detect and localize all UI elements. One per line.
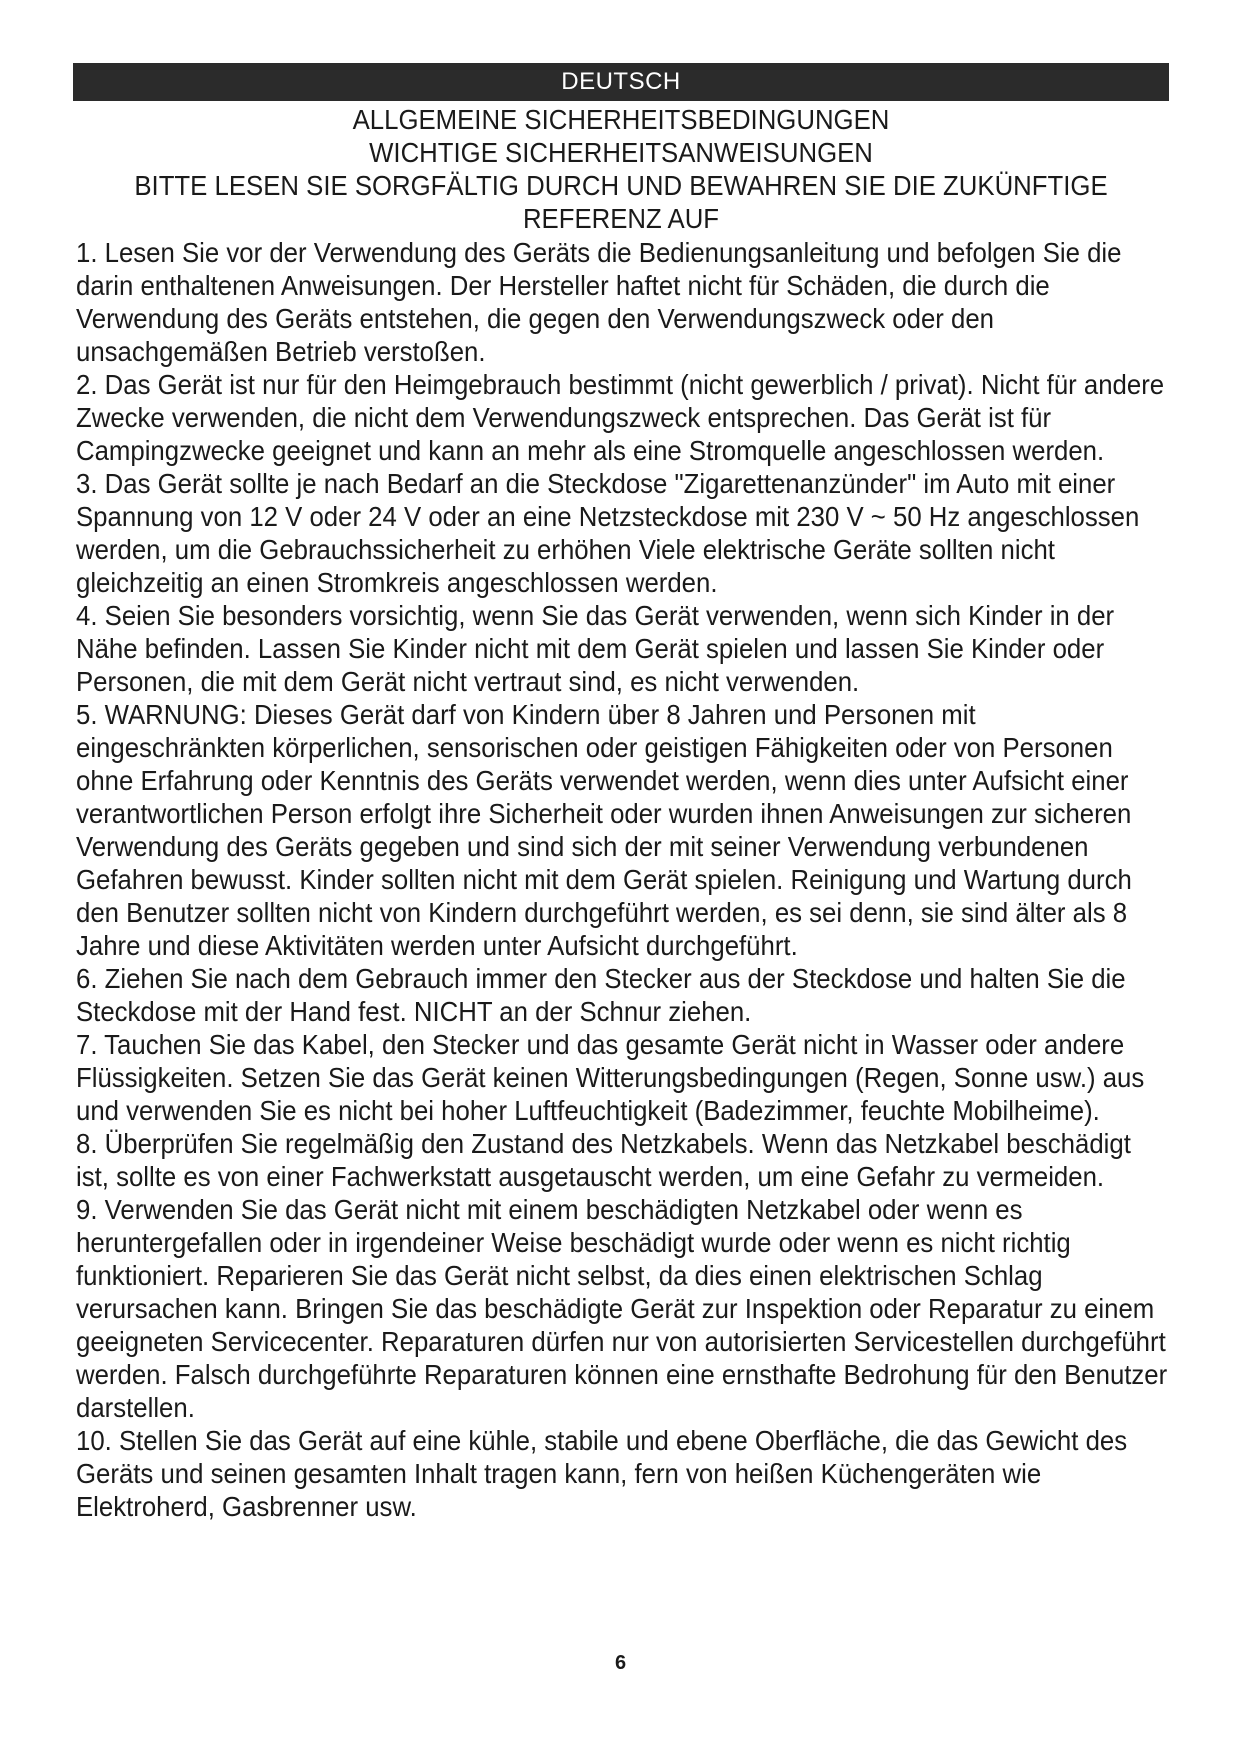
heading-reference: REFERENZ AUF	[522, 203, 720, 234]
safety-headings	[117, 103, 1125, 235]
language-label: DEUTSCH	[561, 68, 681, 95]
heading-important-instructions: WICHTIGE SICHERHEITSANWEISUNGEN	[369, 137, 873, 168]
instruction-item-1: 1. Lesen Sie vor der Verwendung des Geräts die Bedienungsanleitung und befolgen Sie die darin enthaltenen Anweisungen. Der Hersteller haftet nicht für Schäden, die durch die Verwendung des Geräts entstehen, die gegen den Verwendungszweck oder den unsachgemäßen Betrieb verstoßen.	[76, 237, 1122, 367]
instruction-item-4: 4. Seien Sie besonders vorsichtig, wenn Sie das Gerät verwenden, wenn sich Kinder in der Nähe befinden. Lassen Sie Kinder nicht mit dem Gerät spielen und lassen Sie Kinder oder Personen, die mit dem Gerät nicht vertraut sind, es nicht verwenden.	[76, 600, 1115, 697]
instruction-item-6: 6. Ziehen Sie nach dem Gebrauch immer den Stecker aus der Steckdose und halten Sie die Steckdose mit der Hand fest. NICHT an der Schnur ziehen.	[76, 963, 1126, 1027]
language-header-bar	[73, 63, 1169, 101]
instruction-item-8: 8. Überprüfen Sie regelmäßig den Zustand des Netzkabels. Wenn das Netzkabel beschädigt ist, sollte es von einer Fachwerkstatt ausgetauscht werden, um eine Gefahr zu vermeiden.	[76, 1128, 1131, 1192]
heading-general-safety: ALLGEMEINE SICHERHEITSBEDINGUNGEN	[352, 104, 890, 135]
heading-read-carefully: BITTE LESEN SIE SORGFÄLTIG DURCH UND BEWAHREN SIE DIE ZUKÜNFTIGE	[134, 170, 1108, 201]
instruction-item-3: 3. Das Gerät sollte je nach Bedarf an die Steckdose "Zigarettenanzünder" im Auto mit einer Spannung von 12 V oder 24 V oder an eine Netzsteckdose mit 230 V ~ 50 Hz angeschlossen werden, um die Gebrauchssicherheit zu erhöhen Viele elektrische Geräte sollten nicht gleichzeitig an einen Stromkreis angeschlossen werden.	[76, 468, 1140, 598]
instruction-item-9: 9. Verwenden Sie das Gerät nicht mit einem beschädigten Netzkabel oder wenn es heruntergefallen oder in irgendeiner Weise beschädigt wurde oder wenn es nicht richtig funktioniert. Reparieren Sie das Gerät nicht selbst, da dies einen elektrischen Schlag verursachen kann. Bringen Sie das beschädigte Gerät zur Inspektion oder Reparatur zu einem geeigneten Servicecenter. Reparaturen dürfen nur von autorisierten Servicestellen durchgeführt werden. Falsch durchgeführte Reparaturen können eine ernsthafte Bedrohung für den Benutzer darstellen.	[76, 1194, 1168, 1423]
instruction-item-2: 2. Das Gerät ist nur für den Heimgebrauch bestimmt (nicht gewerblich / privat). Nicht für andere Zwecke verwenden, die nicht dem Verwendungszweck entsprechen. Das Gerät ist für Campingzwecke geeignet und kann an mehr als eine Stromquelle angeschlossen werden.	[76, 369, 1165, 466]
instruction-item-5: 5. WARNUNG: Dieses Gerät darf von Kindern über 8 Jahren und Personen mit eingeschränkten körperlichen, sensorischen oder geistigen Fähigkeiten oder von Personen ohne Erfahrung oder Kenntnis des Geräts verwendet werden, wenn dies unter Aufsicht einer verantwortlichen Person erfolgt ihre Sicherheit oder wurden ihnen Anweisungen zur sicheren Verwendung des Geräts gegeben und sind sich der mit seiner Verwendung verbundenen Gefahren bewusst. Kinder sollten nicht mit dem Gerät spielen. Reinigung und Wartung durch den Benutzer sollten nicht von Kindern durchgeführt werden, es sei denn, sie sind älter als 8 Jahre und diese Aktivitäten werden unter Aufsicht durchgeführt.	[76, 699, 1132, 961]
page-number: 6	[614, 1652, 627, 1674]
instruction-item-10: 10. Stellen Sie das Gerät auf eine kühle, stabile und ebene Oberfläche, die das Gewicht des Geräts und seinen gesamten Inhalt tragen kann, fern von heißen Küchengeräten wie Elektroherd, Gasbrenner usw.	[76, 1425, 1128, 1522]
instruction-item-7: 7. Tauchen Sie das Kabel, den Stecker und das gesamte Gerät nicht in Wasser oder andere Flüssigkeiten. Setzen Sie das Gerät keinen Witterungsbedingungen (Regen, Sonne usw.) aus und verwenden Sie es nicht bei hoher Luftfeuchtigkeit (Badezimmer, feuchte Mobilheime).	[76, 1029, 1145, 1126]
safety-instructions-list	[76, 236, 1171, 1523]
